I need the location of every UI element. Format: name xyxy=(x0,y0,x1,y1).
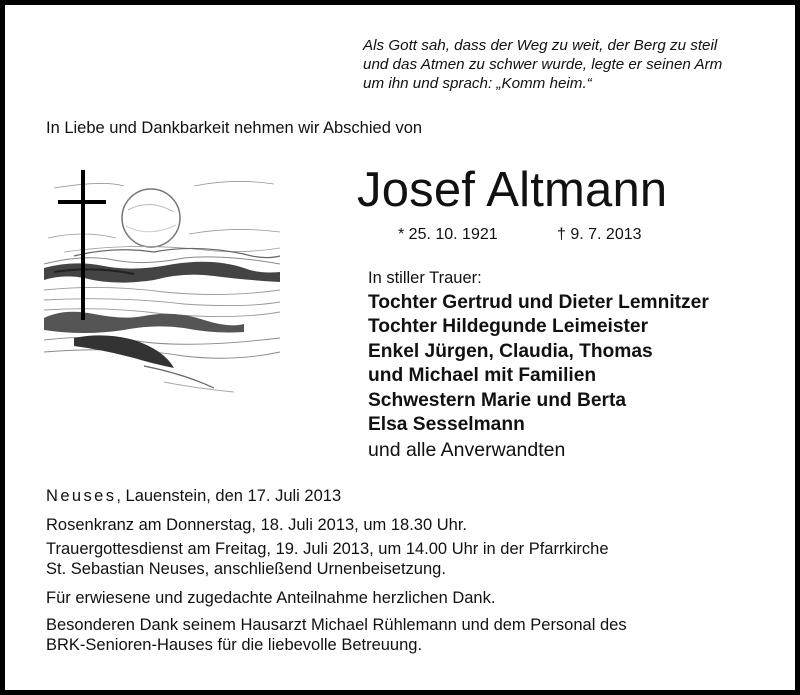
service-line: Trauergottesdienst am Freitag, 19. Juli 2013, um 14.00 Uhr in der Pfarrkirche xyxy=(46,540,609,558)
epigraph-quote xyxy=(363,36,783,93)
relatives-closing: und alle Anverwandten xyxy=(368,439,566,461)
thanks-text xyxy=(46,588,766,608)
quote-line: Als Gott sah, dass der Weg zu weit, der Berg zu steil xyxy=(363,37,718,54)
thanks-line: Für erwiesene und zugedachte Anteilnahme herzlichen Dank. xyxy=(46,589,496,607)
special-thanks-line: BRK-Senioren-Hauses für die liebevolle Betreuung. xyxy=(46,636,423,654)
mourner-name: Tochter Hildegunde Leimeister xyxy=(368,316,649,338)
rosary-info xyxy=(46,515,766,535)
mourner-name: Schwestern Marie und Berta xyxy=(368,389,627,411)
quote-line: um ihn und sprach: „Komm heim.“ xyxy=(363,75,592,92)
mourning-heading: In stiller Trauer: xyxy=(368,269,482,287)
cross-sunset-illustration xyxy=(44,168,282,394)
rosary-line: Rosenkranz am Donnerstag, 18. Juli 2013, um 18.30 Uhr. xyxy=(46,516,467,534)
mourner-name: Enkel Jürgen, Claudia, Thomas xyxy=(368,340,653,362)
quote-line: und das Atmen zu schwer wurde, legte er seinen Arm xyxy=(363,56,723,73)
mourner-name: Tochter Gertrud und Dieter Lemnitzer xyxy=(368,292,709,313)
sun-icon xyxy=(122,189,180,247)
special-thanks-text xyxy=(46,615,766,655)
mourner-name: und Michael mit Familien xyxy=(368,365,597,387)
place-name: Neuses xyxy=(46,487,117,505)
place-date-rest: , Lauenstein, den 17. Juli 2013 xyxy=(116,487,342,505)
funeral-service-info xyxy=(46,539,766,579)
deceased-name: Josef Altmann xyxy=(357,163,668,217)
mourner-name: Elsa Sesselmann xyxy=(368,414,525,436)
birth-date: * 25. 10. 1921 xyxy=(398,226,498,243)
intro-text: In Liebe und Dankbarkeit nehmen wir Abschied von xyxy=(46,119,423,137)
special-thanks-line: Besonderen Dank seinem Hausarzt Michael Rühlemann und dem Personal des xyxy=(46,616,627,634)
mourner-list xyxy=(368,291,709,437)
death-date: † 9. 7. 2013 xyxy=(557,226,642,243)
service-line: St. Sebastian Neuses, anschließend Urnenbeisetzung. xyxy=(46,560,446,578)
cross-icon xyxy=(58,170,106,320)
place-date-line xyxy=(46,486,766,506)
